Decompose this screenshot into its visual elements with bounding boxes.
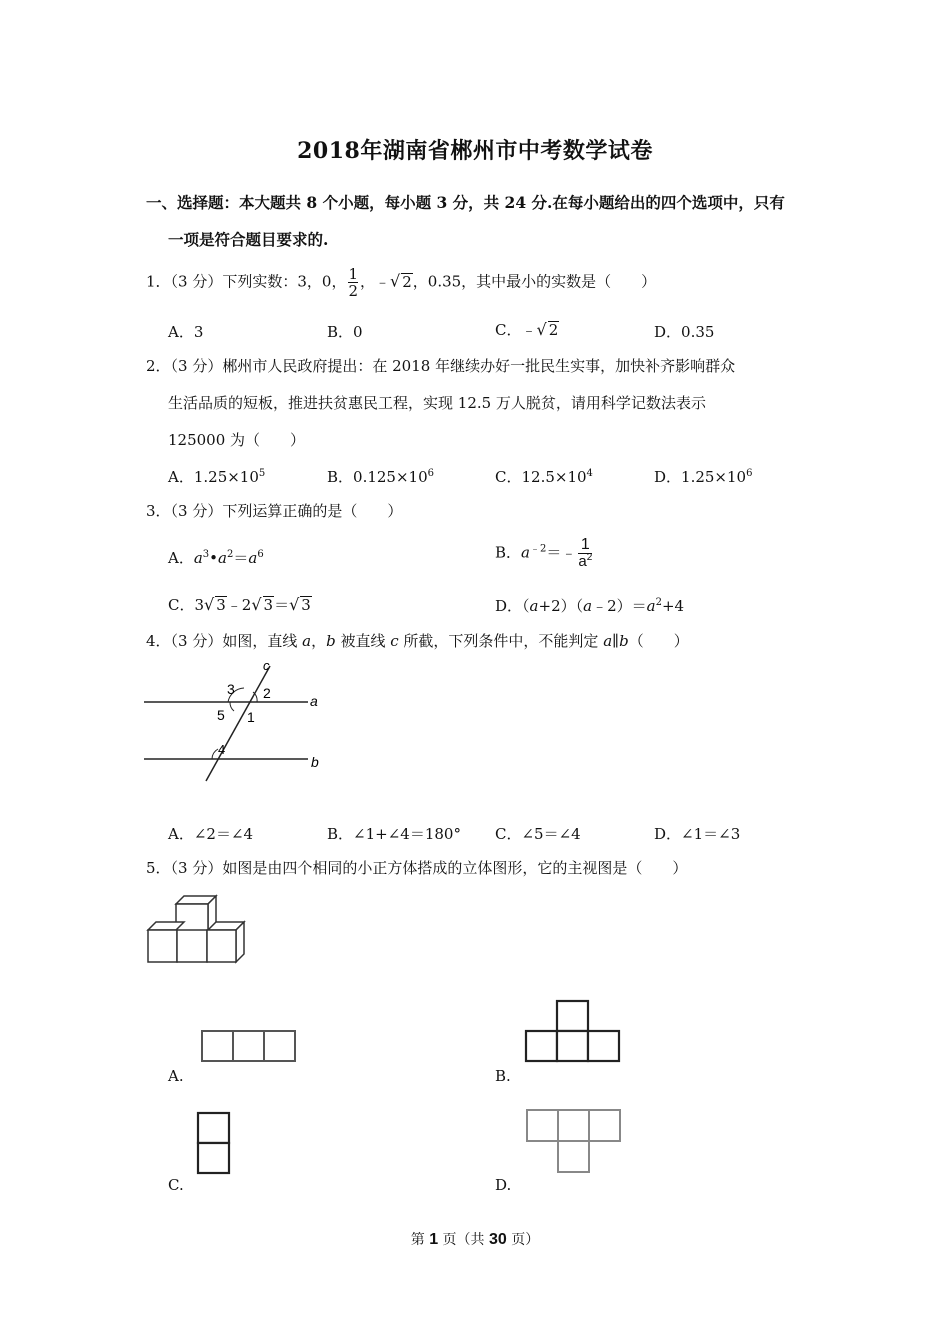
variable-c: c: [390, 632, 399, 650]
q4-option-b[interactable]: B．∠1+∠4＝180°: [327, 825, 461, 843]
cube-solid-figure: [144, 888, 248, 966]
option-label: B．: [495, 543, 522, 562]
label-a: a: [310, 693, 318, 709]
option-label: D．: [495, 597, 523, 615]
question-text: 4．（3 分）如图，直线: [146, 632, 303, 650]
exponent: 2: [226, 549, 234, 560]
question-1: [146, 266, 656, 299]
question-text-end: ，0.35，其中最小的实数是（ ）: [412, 272, 657, 291]
equals: ＝: [233, 549, 249, 567]
exponent: 6: [746, 468, 753, 479]
question-number: 1．: [146, 272, 171, 291]
square: [557, 1001, 588, 1031]
cube-side-face: [236, 922, 244, 962]
variable-b: b: [619, 632, 629, 650]
radical-icon: √: [536, 320, 547, 339]
cube-front-face: [207, 930, 236, 962]
footer-text: 页（共: [438, 1232, 489, 1248]
footer-text: 页）: [506, 1232, 540, 1248]
q1-option-c[interactable]: [495, 319, 559, 340]
q5-option-b-figure[interactable]: [524, 998, 622, 1064]
variable: a: [248, 549, 258, 567]
angle-label-2: 2: [263, 685, 271, 701]
square: [526, 1031, 557, 1061]
square: [588, 1031, 619, 1061]
square: [589, 1110, 620, 1141]
q4-option-a[interactable]: A．∠2＝∠4: [168, 825, 254, 843]
q5-option-d-figure[interactable]: [525, 1107, 623, 1175]
square: [198, 1113, 229, 1143]
variable: a: [646, 597, 656, 615]
comma: ，: [311, 632, 327, 650]
denominator: [578, 553, 592, 570]
variable: a: [578, 553, 587, 570]
q2-option-b[interactable]: [327, 466, 434, 487]
radicand: 3: [301, 596, 311, 614]
q1-option-d[interactable]: D．0.35: [654, 323, 715, 341]
radicand: 3: [263, 596, 274, 614]
q5-option-a-figure[interactable]: [200, 1028, 298, 1064]
question-text-end: （ ）: [628, 632, 689, 650]
section-heading-line2: 一项是符合题目要求的.: [168, 230, 329, 249]
square: [527, 1110, 558, 1141]
option-text: A．1.25×10: [168, 468, 259, 486]
fraction: [578, 537, 592, 570]
q3-option-d[interactable]: [495, 595, 684, 616]
variable-b: b: [326, 632, 336, 650]
option-text: D．1.25×10: [654, 468, 747, 486]
label-c: c: [263, 658, 270, 673]
exponent: 2: [655, 597, 662, 608]
question-3: 3．（3 分）下列运算正确的是（ ）: [146, 502, 403, 520]
footer-text: 第: [410, 1232, 430, 1248]
q4-option-d[interactable]: D．∠1＝∠3: [654, 825, 741, 843]
exponent: 6: [427, 468, 434, 479]
option-label: C．: [495, 321, 522, 339]
q3-option-c[interactable]: [168, 594, 312, 615]
total-pages: 30: [489, 1231, 507, 1248]
square: [202, 1031, 233, 1061]
cube-front-face: [148, 930, 177, 962]
line-c: [206, 666, 270, 781]
exponent: 4: [586, 468, 593, 479]
question-text: 被直线: [335, 632, 391, 650]
q2-option-a[interactable]: [168, 466, 265, 487]
angle-label-1: 1: [247, 709, 255, 725]
label-b: b: [311, 754, 319, 770]
variable: a: [583, 597, 593, 615]
angle-label-4: 4: [218, 742, 226, 757]
angle-arc: [253, 692, 257, 702]
coefficient: 3: [194, 596, 205, 614]
question-text: （3 分）下列实数：3，0，: [170, 272, 347, 291]
minus-sign: ﹣: [375, 272, 391, 291]
radical-icon: √: [251, 595, 262, 614]
option-text: B．0.125×10: [327, 468, 428, 486]
radical-icon: √: [204, 595, 215, 614]
equals: ＝: [274, 596, 290, 614]
page-footer: [0, 1229, 950, 1249]
minus-term: ﹣2: [226, 596, 252, 614]
cube-front-face: [177, 930, 207, 962]
radicand: 2: [402, 272, 412, 291]
exponent: 5: [258, 468, 266, 479]
angle-label-5: 5: [217, 707, 225, 723]
expression-part: ﹣2）＝: [592, 597, 647, 615]
option-label: A．: [168, 549, 194, 567]
q3-option-a[interactable]: [168, 547, 264, 568]
variable: a: [521, 543, 530, 562]
equals: ＝﹣: [546, 543, 577, 562]
q2-option-c[interactable]: [495, 466, 593, 487]
q2-option-d[interactable]: [654, 466, 752, 487]
exponent: 2: [586, 552, 593, 563]
square: [558, 1110, 589, 1141]
exponent: ﹣2: [529, 543, 547, 555]
variable: a: [218, 549, 227, 567]
minus-sign: ﹣: [521, 321, 537, 339]
comma: ，: [360, 272, 376, 291]
section-heading-line1: 一、选择题：本大题共 8 个小题，每小题 3 分，共 24 分.在每小题给出的四个选项中，只有: [146, 193, 785, 212]
parallel-lines-figure: [140, 656, 340, 786]
variable-a: a: [603, 632, 613, 650]
paren: （: [522, 597, 530, 615]
variable: a: [529, 597, 539, 615]
question-5: 5．（3 分）如图是由四个相同的小正方体搭成的立体图形，它的主视图是（ ）: [146, 859, 688, 877]
q5-option-c-figure[interactable]: [195, 1110, 233, 1176]
exponent: 3: [202, 549, 210, 560]
expression-part: +2）（: [538, 597, 584, 615]
angle-arc: [230, 702, 234, 711]
q3-option-b[interactable]: [495, 537, 594, 570]
numerator: 1: [348, 265, 358, 283]
q4-option-c[interactable]: C．∠5＝∠4: [495, 825, 581, 843]
square: [264, 1031, 295, 1061]
expression-part: +4: [661, 597, 685, 615]
radicand: 3: [216, 596, 226, 614]
q5-option-c-label[interactable]: C.: [168, 1176, 184, 1194]
dot: •: [209, 549, 219, 567]
square: [233, 1031, 264, 1061]
square: [557, 1031, 588, 1061]
page-title: 2018年湖南省郴州市中考数学试卷: [297, 138, 653, 164]
denominator: 2: [348, 282, 358, 300]
q5-option-b-label[interactable]: B.: [495, 1067, 511, 1085]
exponent: 6: [257, 549, 264, 560]
radical-icon: √: [289, 595, 300, 614]
radical-icon: √: [390, 271, 401, 291]
q5-option-a-label[interactable]: A.: [168, 1067, 184, 1085]
variable: a: [193, 549, 203, 567]
square: [558, 1141, 589, 1172]
angle-label-3: 3: [227, 681, 235, 697]
q1-option-b[interactable]: B．0: [327, 323, 363, 341]
question-4: [146, 630, 689, 651]
page-number: 1: [429, 1231, 439, 1248]
question-text: 所截，下列条件中，不能判定: [398, 632, 604, 650]
q1-option-a[interactable]: A．3: [168, 323, 204, 341]
fraction-half: [348, 266, 358, 299]
variable-a: a: [302, 632, 312, 650]
option-label: C．: [168, 596, 195, 614]
square: [198, 1143, 229, 1173]
question-2-line3: 125000 为（ ）: [168, 431, 306, 449]
question-2-line2: 生活品质的短板，推进扶贫惠民工程，实现 12.5 万人脱贫，请用科学记数法表示: [168, 394, 706, 412]
parallel-symbol: ∥: [612, 632, 620, 650]
q5-option-d-label[interactable]: D.: [495, 1176, 512, 1194]
radicand: 2: [548, 321, 559, 339]
option-text: C．12.5×10: [495, 468, 587, 486]
numerator: 1: [580, 536, 590, 553]
question-2-line1: 2．（3 分）郴州市人民政府提出：在 2018 年继续办好一批民生实事，加快补齐影响群众: [146, 357, 736, 375]
